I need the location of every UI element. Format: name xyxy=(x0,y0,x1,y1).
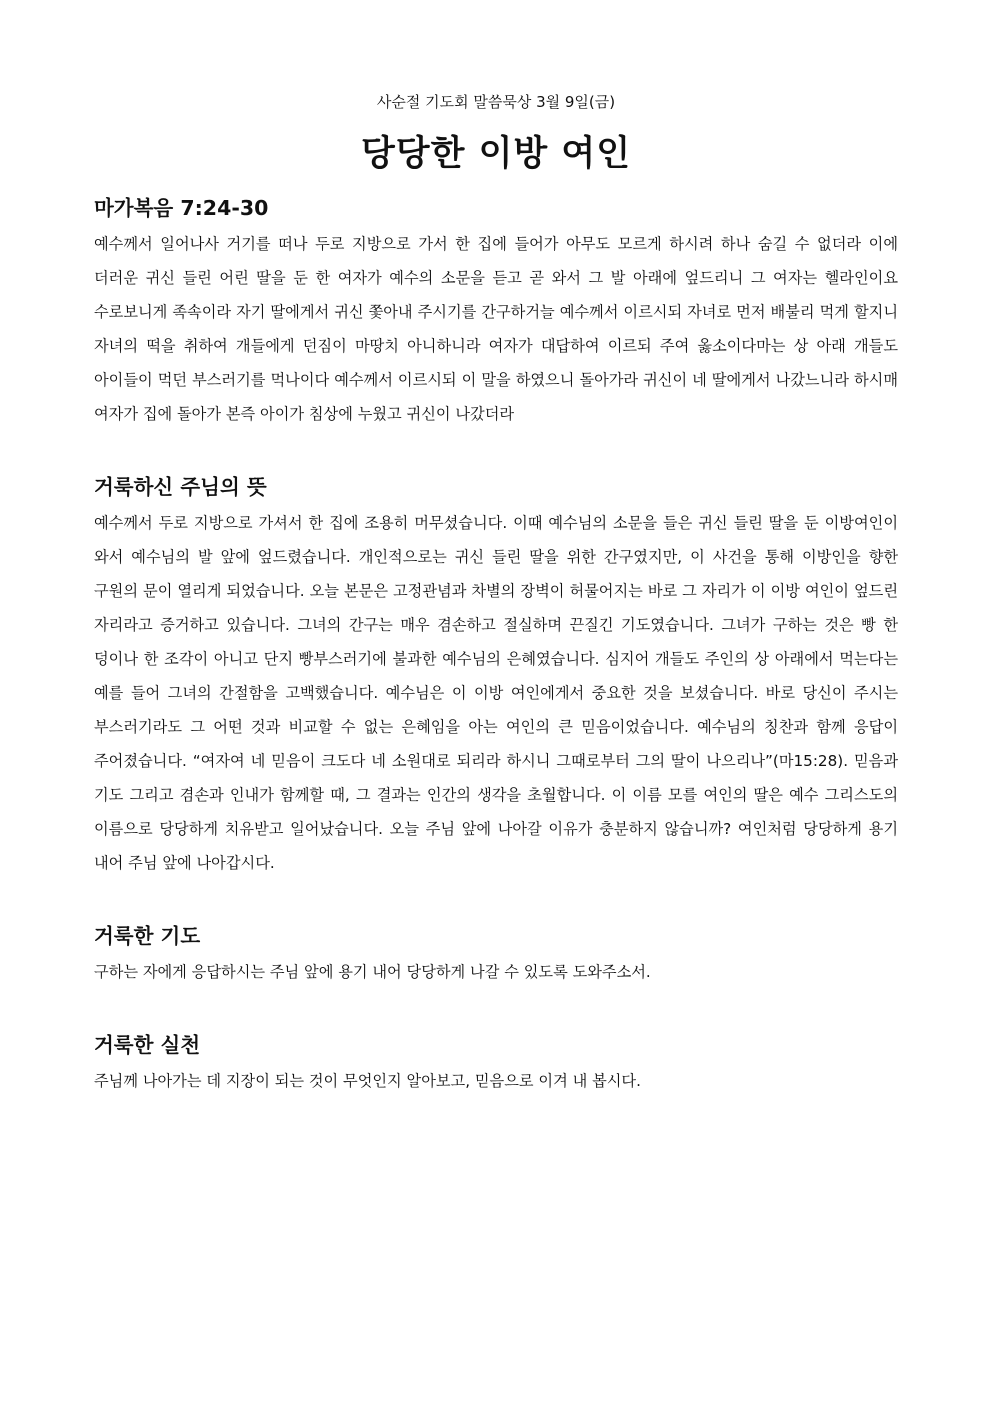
scripture-text: 예수께서 일어나사 거기를 떠나 두로 지방으로 가서 한 집에 들어가 아무도 모르게 하시려 하나 숨길 수 없더라 이에 더러운 귀신 들린 어린 딸을 둔 한 여자가 예수의 소문을 듣고 곧 와서 그 발 아래에 엎드리니 그 여자는 헬라인이요 수로보니게 족속이라 자기 딸에게서 귀신 쫓아내 주시기를 간구하거늘 예수께서 이르시되 자녀로 먼저 배불리 먹게 할지니 자녀의 떡을 취하여 개들에게 던짐이 마땅치 아니하니라 여자가 대답하여 이르되 주여 옳소이다마는 상 아래 개들도 아이들이 먹던 부스러기를 먹나이다 예수께서 이르시되 이 말을 하였으니 돌아가라 귀신이 네 딸에게서 나갔느니라 하시매 여자가 집에 돌아가 본즉 아이가 침상에 누웠고 귀신이 나갔더라 xyxy=(94,235,898,423)
prayer-text: 구하는 자에게 응답하시는 주님 앞에 용기 내어 당당하게 나갈 수 있도록 도와주소서. xyxy=(94,963,651,981)
practice-text: 주님께 나아가는 데 지장이 되는 것이 무엇인지 알아보고, 믿음으로 이겨 내 봅시다. xyxy=(94,1072,641,1090)
document-subtitle: 사순절 기도회 말씀묵상 3월 9일(금) xyxy=(376,93,616,111)
meaning-section xyxy=(94,471,898,880)
document-page xyxy=(94,88,898,1098)
practice-heading: 거룩한 실천 xyxy=(94,1033,201,1057)
document-title: 당당한 이방 여인 xyxy=(360,134,632,174)
prayer-section xyxy=(94,920,898,989)
meaning-heading: 거룩하신 주님의 뜻 xyxy=(94,475,267,499)
practice-section xyxy=(94,1029,898,1098)
scripture-heading: 마가복음 7:24-30 xyxy=(94,196,269,220)
meaning-text: 예수께서 두로 지방으로 가셔서 한 집에 조용히 머무셨습니다. 이때 예수님의 소문을 들은 귀신 들린 딸을 둔 이방여인이 와서 예수님의 발 앞에 엎드렸습니다. 개인적으로는 귀신 들린 딸을 위한 간구였지만, 이 사건을 통해 이방인을 향한 구원의 문이 열리게 되었습니다. 오늘 본문은 고정관념과 차별의 장벽이 허물어지는 바로 그 자리가 이 이방 여인이 엎드린 자리라고 증거하고 있습니다. 그녀의 간구는 매우 겸손하고 절실하며 끈질긴 기도였습니다. 그녀가 구하는 것은 빵 한 덩이나 한 조각이 아니고 단지 빵부스러기에 불과한 예수님의 은혜였습니다. 심지어 개들도 주인의 상 아래에서 먹는다는 예를 들어 그녀의 간절함을 고백했습니다. 예수님은 이 이방 여인에게서 중요한 것을 보셨습니다. 바로 당신이 주시는 부스러기라도 그 어떤 것과 비교할 수 없는 은혜임을 아는 여인의 큰 믿음이었습니다. 예수님의 칭찬과 함께 응답이 주어졌습니다. “여자여 네 믿음이 크도다 네 소원대로 되리라 하시니 그때로부터 그의 딸이 나으리나”(마15:28). 믿음과 기도 그리고 겸손과 인내가 함께할 때, 그 결과는 인간의 생각을 초월합니다. 이 이름 모를 여인의 딸은 예수 그리스도의 이름으로 당당하게 치유받고 일어났습니다. 오늘 주님 앞에 나아갈 이유가 충분하지 않습니까? 여인처럼 당당하게 용기 내어 주님 앞에 나아갑시다. xyxy=(94,514,898,872)
prayer-heading: 거룩한 기도 xyxy=(94,924,201,948)
scripture-section xyxy=(94,192,898,431)
